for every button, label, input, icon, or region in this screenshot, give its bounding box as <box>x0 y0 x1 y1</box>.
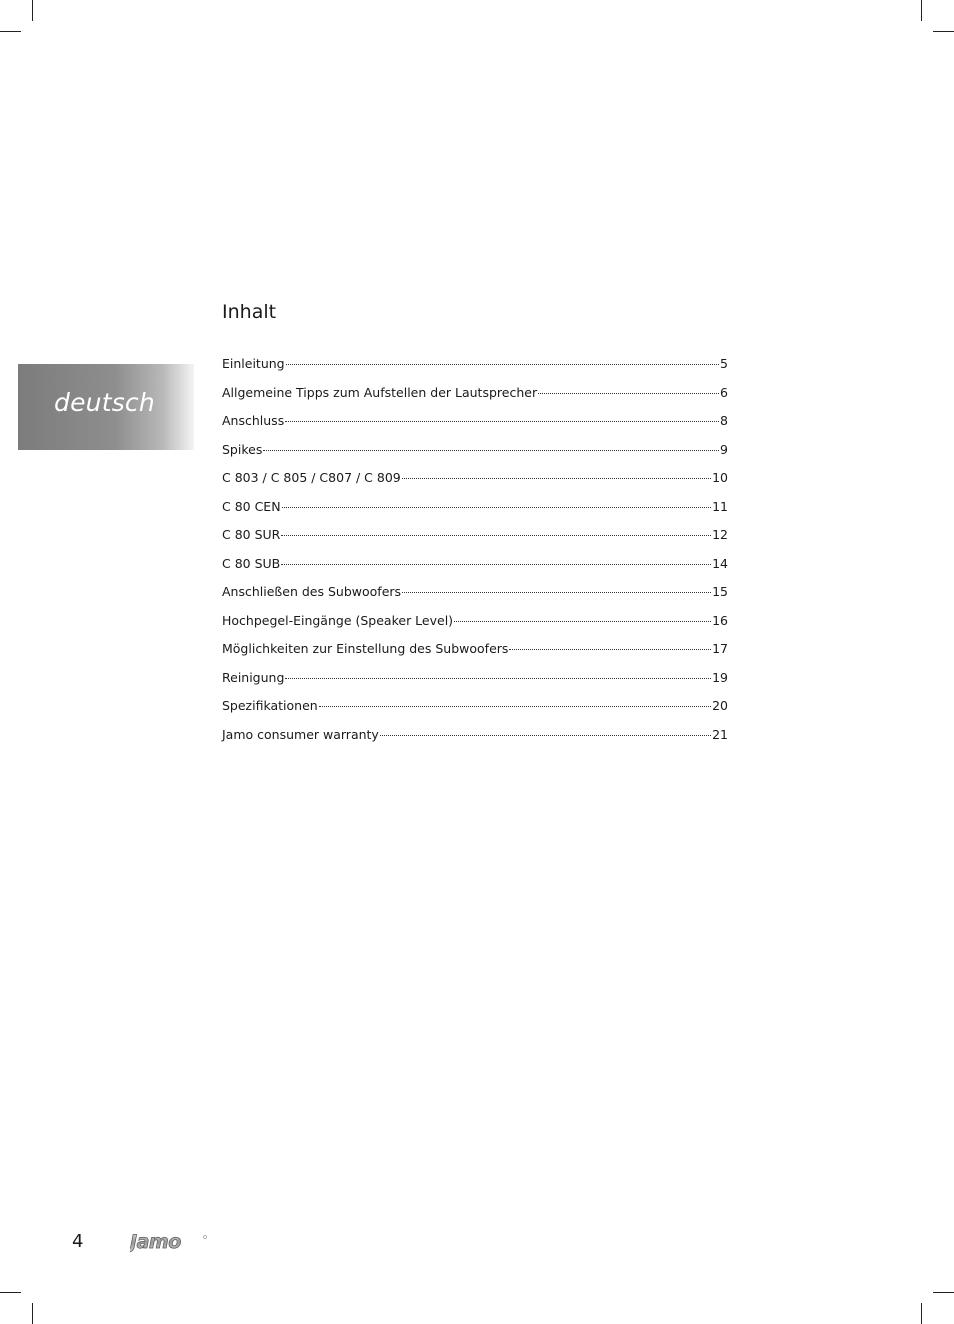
toc-entry-page: 9 <box>720 441 728 457</box>
toc-entry-page: 8 <box>720 413 728 428</box>
toc-leader-dots <box>538 381 719 394</box>
toc-entry-page: 5 <box>720 356 728 371</box>
toc-entry-label: C 80 CEN <box>222 498 281 514</box>
toc-entry-label: Allgemeine Tipps zum Aufstellen der Lautsprecher <box>222 384 538 400</box>
toc-entry-label: C 803 / C 805 / C807 / C 809 <box>222 470 401 485</box>
toc-entry[interactable] <box>222 525 728 554</box>
jamo-logo <box>130 1231 208 1253</box>
toc-entry-page: 19 <box>712 669 728 685</box>
toc-entry-page: 20 <box>712 698 728 713</box>
toc-entry-page: 21 <box>712 726 728 742</box>
toc-entry[interactable] <box>222 554 728 583</box>
crop-mark <box>32 1303 33 1324</box>
toc-title: Inhalt <box>222 301 277 323</box>
toc-leader-dots <box>286 352 719 365</box>
toc-entry[interactable] <box>222 354 728 383</box>
toc-leader-dots <box>402 580 711 593</box>
toc-entry-label: Spikes <box>222 441 263 457</box>
toc-entry[interactable] <box>222 611 728 640</box>
page-number: 4 <box>72 1231 84 1252</box>
toc-entry[interactable] <box>222 725 728 754</box>
toc-entry-label: Reinigung <box>222 669 285 685</box>
toc-entry[interactable] <box>222 696 728 725</box>
toc-entry-label: Jamo consumer warranty <box>222 726 379 742</box>
toc-entry[interactable] <box>222 668 728 697</box>
toc-leader-dots <box>282 495 712 508</box>
toc-entry-page: 15 <box>712 584 728 599</box>
toc-entry-label: Anschließen des Subwoofers <box>222 584 402 599</box>
toc-entry[interactable] <box>222 383 728 412</box>
toc-leader-dots <box>319 694 711 707</box>
toc-entry-page: 6 <box>720 384 728 400</box>
toc-entry[interactable] <box>222 468 728 497</box>
toc-entry-label: C 80 SUB <box>222 555 281 571</box>
toc-entry-label: Anschluss <box>222 413 285 428</box>
crop-mark <box>32 0 33 21</box>
toc-leader-dots <box>281 523 711 536</box>
toc-list <box>222 354 728 753</box>
toc-leader-dots <box>263 438 719 451</box>
toc-entry-label: Einleitung <box>222 356 285 371</box>
toc-entry-page: 14 <box>712 555 728 571</box>
language-tab-label: deutsch <box>54 388 155 417</box>
toc-entry-label: Hochpegel-Eingänge (Speaker Level) <box>222 612 454 628</box>
jamo-logo-text: Jamo <box>130 1231 181 1253</box>
toc-leader-dots <box>285 666 711 679</box>
toc-leader-dots <box>281 552 711 565</box>
toc-leader-dots <box>380 723 711 736</box>
language-tab <box>18 364 194 450</box>
toc-entry-label: C 80 SUR <box>222 527 281 542</box>
toc-entry[interactable] <box>222 440 728 469</box>
crop-mark <box>933 1292 954 1293</box>
toc-leader-dots <box>454 609 711 622</box>
toc-leader-dots <box>285 409 719 422</box>
toc-leader-dots <box>509 637 711 650</box>
toc-entry[interactable] <box>222 497 728 526</box>
crop-mark <box>921 1303 922 1324</box>
toc-entry-page: 16 <box>712 612 728 628</box>
toc-entry-label: Spezifikationen <box>222 698 318 713</box>
crop-mark <box>0 31 21 32</box>
crop-mark <box>0 1292 21 1293</box>
toc-entry-page: 10 <box>712 470 728 485</box>
toc-leader-dots <box>402 466 711 479</box>
toc-entry-page: 17 <box>712 641 728 656</box>
toc-entry-page: 11 <box>712 498 728 514</box>
toc-entry[interactable] <box>222 582 728 611</box>
crop-mark <box>933 31 954 32</box>
crop-mark <box>921 0 922 21</box>
toc-entry-label: Möglichkeiten zur Einstellung des Subwoofers <box>222 641 509 656</box>
toc-entry-page: 12 <box>712 527 728 542</box>
toc-entry[interactable] <box>222 639 728 668</box>
toc-entry[interactable] <box>222 411 728 440</box>
